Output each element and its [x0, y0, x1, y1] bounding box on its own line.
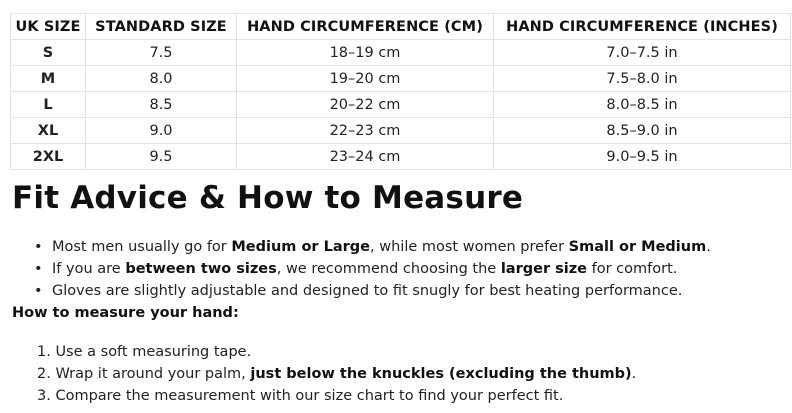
cell-circumference-cm: 20–22 cm [237, 92, 494, 118]
cell-circumference-inches: 7.0–7.5 in [494, 40, 791, 66]
cell-standard-size: 7.5 [86, 40, 237, 66]
cell-circumference-cm: 23–24 cm [237, 144, 494, 170]
measure-steps-list [37, 341, 636, 407]
bullet-text: Gloves are slightly adjustable and designed to fit snugly for best heating performance. [52, 283, 683, 299]
bullet-text: . [706, 239, 711, 255]
cell-standard-size: 8.5 [86, 92, 237, 118]
cell-uk-size: L [11, 92, 86, 118]
column-header-circumference-inches: HAND CIRCUMFERENCE (INCHES) [494, 14, 791, 40]
cell-circumference-inches: 8.5–9.0 in [494, 118, 791, 144]
column-header-standard-size: STANDARD SIZE [86, 14, 237, 40]
cell-circumference-inches: 9.0–9.5 in [494, 144, 791, 170]
list-item [37, 341, 636, 363]
cell-standard-size: 9.5 [86, 144, 237, 170]
step-text: 1. Use a soft measuring tape. [37, 344, 252, 360]
bullet-text: , while most women prefer [370, 239, 569, 255]
cell-circumference-inches: 8.0–8.5 in [494, 92, 791, 118]
bullet-emphasis: Medium or Large [231, 239, 371, 255]
cell-standard-size: 9.0 [86, 118, 237, 144]
cell-uk-size: S [11, 40, 86, 66]
bullet-text: Most men usually go for [52, 239, 232, 255]
list-item [32, 258, 711, 280]
bullet-text: , we recommend choosing the [276, 261, 501, 277]
table-header-row [11, 14, 791, 40]
fit-advice-heading: Fit Advice & How to Measure [12, 180, 524, 216]
step-text: 3. Compare the measurement with our size chart to find your perfect fit. [37, 388, 564, 404]
size-chart-table [10, 13, 791, 170]
list-item [37, 363, 636, 385]
bullet-emphasis: between two sizes [125, 261, 277, 277]
cell-circumference-cm: 19–20 cm [237, 66, 494, 92]
table-row [11, 40, 791, 66]
cell-uk-size: 2XL [11, 144, 86, 170]
bullet-icon: • [34, 283, 43, 299]
table-row [11, 118, 791, 144]
list-item [32, 236, 711, 258]
measure-heading: How to measure your hand: [12, 305, 239, 321]
list-item [37, 385, 636, 407]
cell-uk-size: M [11, 66, 86, 92]
step-text: . [631, 366, 637, 382]
table-row [11, 66, 791, 92]
bullet-text: If you are [52, 261, 126, 277]
bullet-emphasis: Small or Medium [568, 239, 707, 255]
cell-circumference-cm: 18–19 cm [237, 40, 494, 66]
fit-advice-list [32, 236, 711, 302]
cell-circumference-cm: 22–23 cm [237, 118, 494, 144]
step-emphasis: just below the knuckles (excluding the thumb) [250, 366, 632, 382]
table-row [11, 92, 791, 118]
column-header-circumference-cm: HAND CIRCUMFERENCE (CM) [237, 14, 494, 40]
list-item [32, 280, 711, 302]
step-text: 2. Wrap it around your palm, [37, 366, 251, 382]
bullet-icon: • [34, 239, 43, 255]
cell-standard-size: 8.0 [86, 66, 237, 92]
bullet-emphasis: larger size [500, 261, 588, 277]
bullet-icon: • [34, 261, 43, 277]
bullet-text: for comfort. [587, 261, 678, 277]
column-header-uk-size: UK SIZE [11, 14, 86, 40]
cell-circumference-inches: 7.5–8.0 in [494, 66, 791, 92]
cell-uk-size: XL [11, 118, 86, 144]
table-row [11, 144, 791, 170]
